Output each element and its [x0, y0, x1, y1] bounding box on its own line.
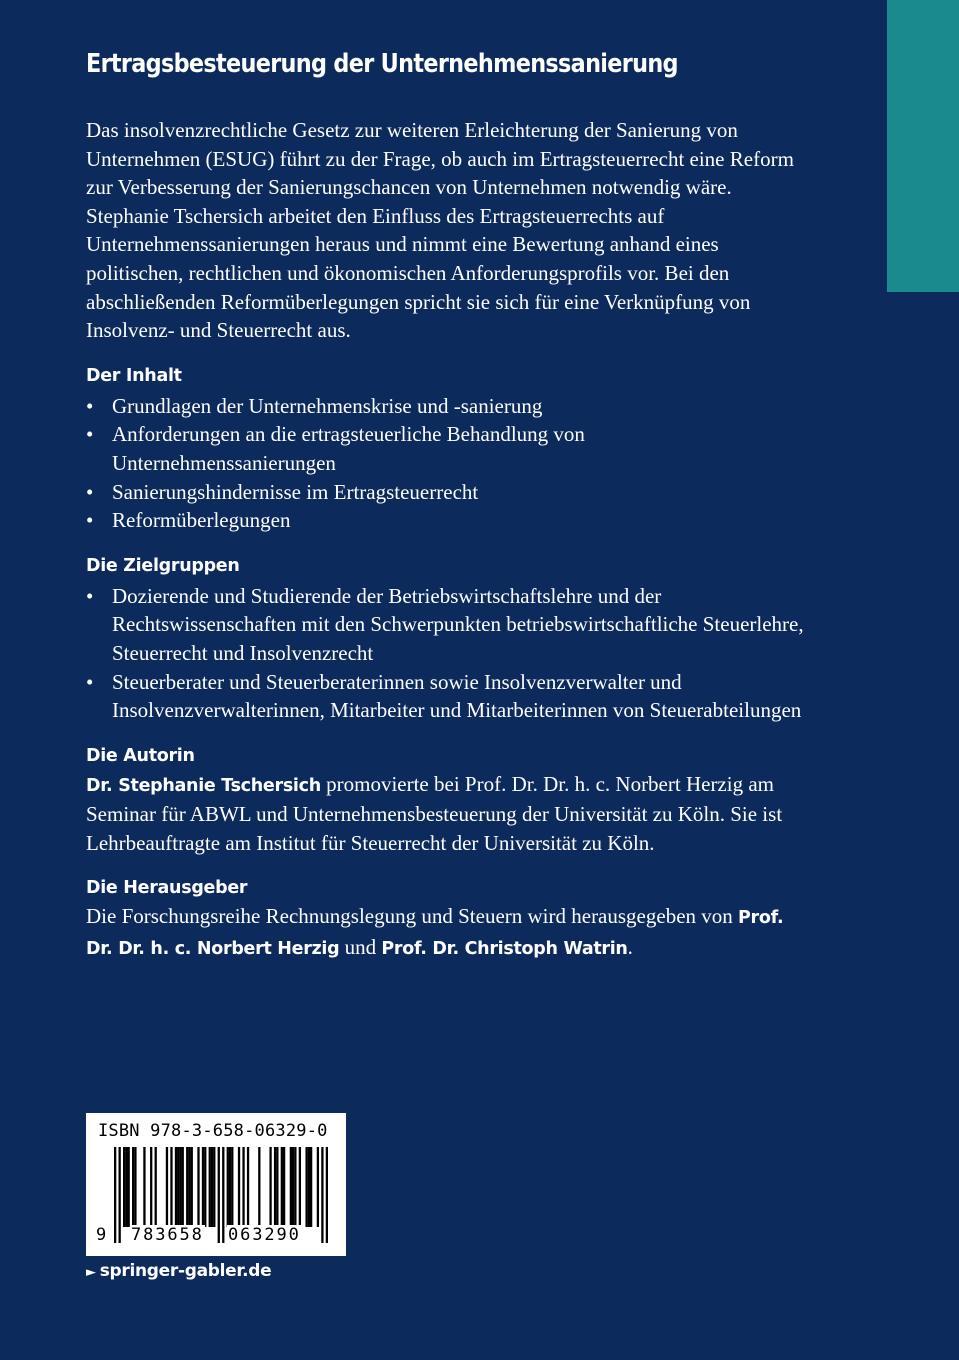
bullet-icon: •	[86, 479, 94, 504]
section-inhalt	[86, 362, 806, 535]
barcode-bar	[170, 1147, 172, 1227]
barcode-bar	[238, 1147, 240, 1227]
bullet-icon: •	[86, 393, 94, 418]
barcode-bar	[177, 1147, 179, 1227]
barcode-bar	[242, 1147, 244, 1227]
barcode-bar	[290, 1147, 292, 1227]
barcode-bar	[283, 1147, 285, 1227]
list-item: • Reformüberlegungen	[86, 506, 806, 535]
barcode-bar	[211, 1147, 213, 1227]
barcode-bar	[114, 1147, 116, 1243]
section-heading-herausgeber: Die Herausgeber	[86, 878, 248, 899]
barcode-bar	[197, 1147, 199, 1227]
barcode-bar	[274, 1147, 276, 1227]
barcode-bar	[292, 1147, 294, 1227]
editor-name: Prof. Dr. Christoph Watrin	[381, 939, 628, 960]
barcode-bar	[179, 1147, 181, 1227]
barcode-bar	[227, 1147, 229, 1227]
barcode-bar	[231, 1147, 233, 1227]
barcode-bar	[143, 1147, 145, 1227]
barcode-bar	[123, 1147, 125, 1227]
isbn-label: ISBN 978-3-658-06329-0	[98, 1121, 328, 1141]
list-item: • Sanierungshindernisse im Ertragsteuerrecht	[86, 478, 806, 507]
barcode-bar	[299, 1147, 301, 1227]
publisher-url: springer-gabler.de	[99, 1261, 272, 1281]
barcode-bar	[204, 1147, 206, 1227]
barcode-bar	[128, 1147, 130, 1227]
barcode-bar	[202, 1147, 204, 1227]
barcode-bar	[218, 1147, 220, 1243]
list-item: • Grundlagen der Unternehmenskrise und -sanierung	[86, 392, 806, 421]
barcode-bar	[166, 1147, 168, 1227]
barcode-bar	[317, 1147, 319, 1227]
barcode-bar	[191, 1147, 193, 1227]
barcode-bar	[321, 1147, 323, 1243]
barcode-bar	[134, 1147, 136, 1227]
list-item: • Anforderungen an die ertragsteuerliche Behandlung von Unternehmenssanierungen	[86, 422, 585, 475]
barcode-bar	[175, 1147, 177, 1227]
zielgruppen-list	[86, 582, 806, 725]
section-zielgruppen	[86, 552, 806, 725]
barcode-digits-right: 063290	[228, 1225, 301, 1245]
intro-paragraph: Das insolvenzrechtliche Gesetz zur weiteren Erleichterung der Sanierung von Unternehmen (ESUG) führt zu der Frage, ob auch im Ertragsteuerrecht eine Reform zur Verbesserung der Sanierungschancen von Unternehmen notwendig wäre. Stephanie Tschersich arbeitet den Einfluss des Ertragsteuerrechts auf Unternehmenssanierungen heraus und nimmt eine Bewertung anhand eines politischen, rechtlichen und ökonomischen Anforderungsprofils vor. Bei den abschließenden Reformüberlegungen spricht sie sich für eine Verknüpfung von Insolvenz- und Steuerrecht aus.	[86, 118, 794, 343]
inhalt-list	[86, 392, 806, 535]
bullet-icon: •	[86, 669, 94, 694]
barcode-bar	[247, 1147, 249, 1227]
barcode-bar	[310, 1147, 312, 1227]
editor-name: Prof. Dr. Dr. h. c. Norbert Herzig	[86, 908, 784, 960]
barcode-bar	[155, 1147, 157, 1227]
list-item: • Dozierende und Studierende der Betriebswirtschaftslehre und der Rechtswissenschaften mit den Schwerpunkten betriebswirtschaftliche Steuerlehre, Steuerrecht und Insolvenzrecht	[86, 583, 804, 665]
isbn-barcode	[86, 1113, 346, 1256]
barcode-bar	[281, 1147, 283, 1227]
barcode-bar	[188, 1147, 190, 1227]
book-title: Ertragsbesteuerung der Unternehmenssanierung	[86, 49, 678, 79]
bullet-icon: •	[86, 508, 94, 533]
barcode-bar	[119, 1147, 121, 1243]
arrow-icon: ►	[86, 1265, 96, 1280]
section-heading-zielgruppen: Die Zielgruppen	[86, 555, 240, 576]
barcode-bar	[182, 1147, 184, 1227]
barcode-digits-left: 783658	[131, 1225, 204, 1245]
list-item: • Steuerberater und Steuerberaterinnen sowie Insolvenzverwalter und Insolvenzverwalterinnen, Mitarbeiter und Mitarbeiterinnen von Steuerabteilungen	[86, 669, 802, 723]
section-heading-inhalt: Der Inhalt	[86, 365, 182, 386]
barcode-bar	[308, 1147, 310, 1227]
barcode-bar	[125, 1147, 127, 1227]
barcode-bar	[305, 1147, 307, 1227]
author-bio: Dr. Stephanie Tschersich promovierte bei Prof. Dr. Dr. h. c. Norbert Herzig am Seminar für ABWL und Unternehmensbesteuerung der Universität zu Köln. Sie ist Lehrbeauftragte am Institut für Steuerrecht der Universität zu Köln.	[86, 771, 783, 855]
accent-strip	[887, 0, 959, 292]
barcode-bar	[213, 1147, 215, 1227]
barcode-bar	[150, 1147, 152, 1227]
barcode-bar	[132, 1147, 134, 1227]
bullet-icon: •	[86, 583, 94, 608]
barcode-bar	[229, 1147, 231, 1227]
author-name: Dr. Stephanie Tschersich	[86, 775, 321, 796]
bullet-icon: •	[86, 422, 94, 447]
barcode-bar	[269, 1147, 271, 1227]
section-heading-autorin: Die Autorin	[86, 745, 195, 766]
barcode-bar	[222, 1147, 224, 1243]
barcode-digit-first: 9	[96, 1225, 107, 1245]
barcode-bar	[186, 1147, 188, 1227]
barcode-bar	[294, 1147, 296, 1227]
back-cover-content	[86, 40, 806, 981]
publisher-link[interactable]	[86, 1261, 271, 1281]
barcode-bar	[276, 1147, 278, 1227]
section-herausgeber	[86, 874, 806, 963]
barcode-bar	[326, 1147, 328, 1243]
section-autorin	[86, 742, 806, 858]
editors-text: Die Forschungsreihe Rechnungslegung und Steuern wird herausgegeben von Prof. Dr. Dr. h. c. Norbert Herzig und Prof. Dr. Christoph Watrin.	[86, 904, 784, 960]
barcode-bar	[258, 1147, 260, 1227]
barcode-bar	[209, 1147, 211, 1227]
